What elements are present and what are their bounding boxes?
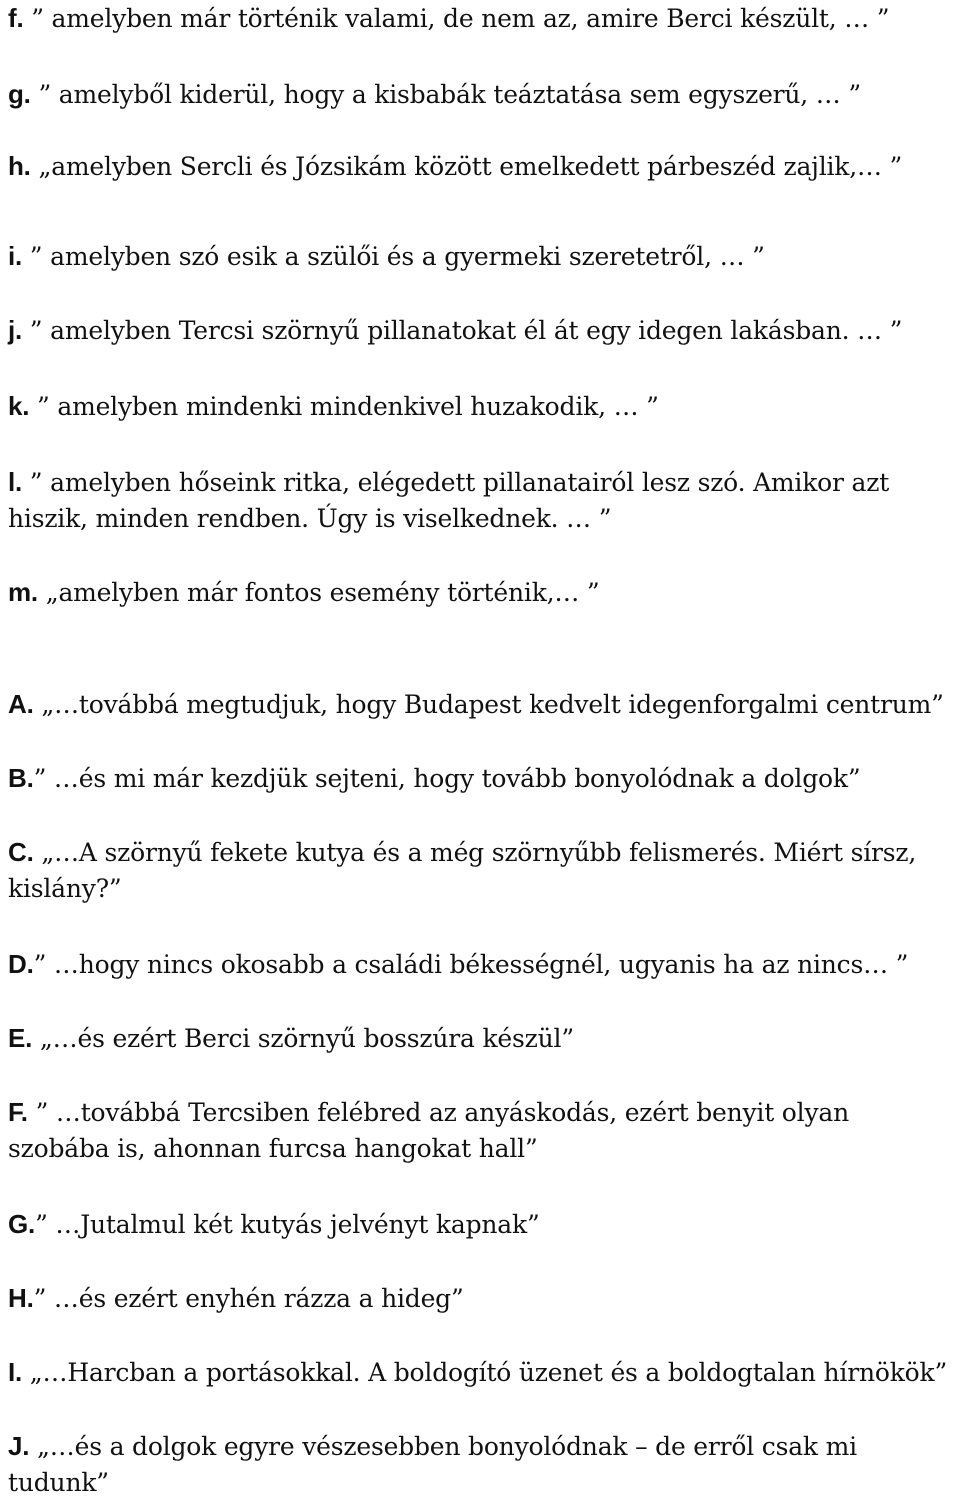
item-text: ” amelyben mindenki mindenkivel huzakodik, … ” [29, 392, 659, 421]
list-item [8, 1206, 958, 1243]
item-text: ” amelyben hőseink ritka, elégedett pillanatairól lesz szó. Amikor azt hiszik, minden rendben. Úgy is viselkednek. … ” [8, 468, 890, 533]
item-label: E. [8, 1023, 33, 1053]
item-text: ” amelyből kiderül, hogy a kisbabák teáztatása sem egyszerű, … ” [30, 80, 861, 109]
list-item [8, 1020, 958, 1057]
item-text: „…A szörnyű fekete kutya és a még szörnyűbb felismerés. Miért sírsz, kislány?” [8, 838, 917, 903]
item-label: F. [8, 1097, 28, 1127]
item-label: D. [8, 949, 34, 979]
list-item [8, 464, 958, 537]
item-text: „…és a dolgok egyre vészesebben bonyolódnak – de erről csak mi tudunk” [8, 1432, 857, 1497]
item-text: ” amelyben Tercsi szörnyű pillanatokat él át egy idegen lakásban. … ” [22, 316, 903, 345]
item-text: ” …és mi már kezdjük sejteni, hogy tovább bonyolódnak a dolgok” [33, 764, 861, 793]
item-text: „…és ezért Berci szörnyű bosszúra készül” [32, 1024, 574, 1053]
list-item [8, 834, 958, 907]
list-item [8, 1094, 958, 1167]
item-label: J. [8, 1431, 30, 1461]
item-text: ” …és ezért enyhén rázza a hideg” [33, 1284, 464, 1313]
item-label: B. [8, 763, 34, 793]
item-label: A. [8, 689, 34, 719]
item-text: „…Harcban a portásokkal. A boldogító üzenet és a boldogtalan hírnökök” [22, 1358, 948, 1387]
list-item [8, 312, 958, 349]
list-item [8, 686, 958, 723]
list-item [8, 946, 958, 983]
item-text: „…továbbá megtudjuk, hogy Budapest kedvelt idegenforgalmi centrum” [33, 690, 944, 719]
list-item [8, 1428, 958, 1501]
item-label: f. [8, 3, 24, 33]
item-text: ” …hogy nincs okosabb a családi békességnél, ugyanis ha az nincs… ” [33, 950, 909, 979]
list-item [8, 388, 958, 425]
list-item [8, 0, 958, 37]
list-item [8, 1354, 958, 1391]
list-item [8, 238, 958, 275]
item-label: C. [8, 837, 34, 867]
item-label: l. [8, 467, 23, 497]
item-text: „amelyben már fontos esemény történik,… ” [37, 578, 600, 607]
list-item [8, 760, 958, 797]
list-item [8, 148, 958, 185]
item-text: „amelyben Sercli és Józsikám között emelkedett párbeszéd zajlik,… ” [30, 152, 903, 181]
item-label: h. [8, 151, 31, 181]
item-label: g. [8, 79, 31, 109]
item-label: k. [8, 391, 30, 421]
item-label: m. [8, 577, 38, 607]
list-item [8, 76, 958, 113]
item-label: j. [8, 315, 23, 345]
item-text: ” …továbbá Tercsiben felébred az anyáskodás, ezért benyit olyan szobába is, ahonnan furcsa hangokat hall” [8, 1098, 849, 1163]
item-text: ” amelyben szó esik a szülői és a gyermeki szeretetről, … ” [22, 242, 765, 271]
item-label: I. [8, 1357, 23, 1387]
list-item [8, 1280, 958, 1317]
item-label: G. [8, 1209, 36, 1239]
list-item [8, 574, 958, 611]
item-text: ” …Jutalmul két kutyás jelvényt kapnak” [35, 1210, 540, 1239]
item-label: H. [8, 1283, 34, 1313]
item-text: ” amelyben már történik valami, de nem az, amire Berci készült, … ” [23, 4, 890, 33]
item-label: i. [8, 241, 23, 271]
